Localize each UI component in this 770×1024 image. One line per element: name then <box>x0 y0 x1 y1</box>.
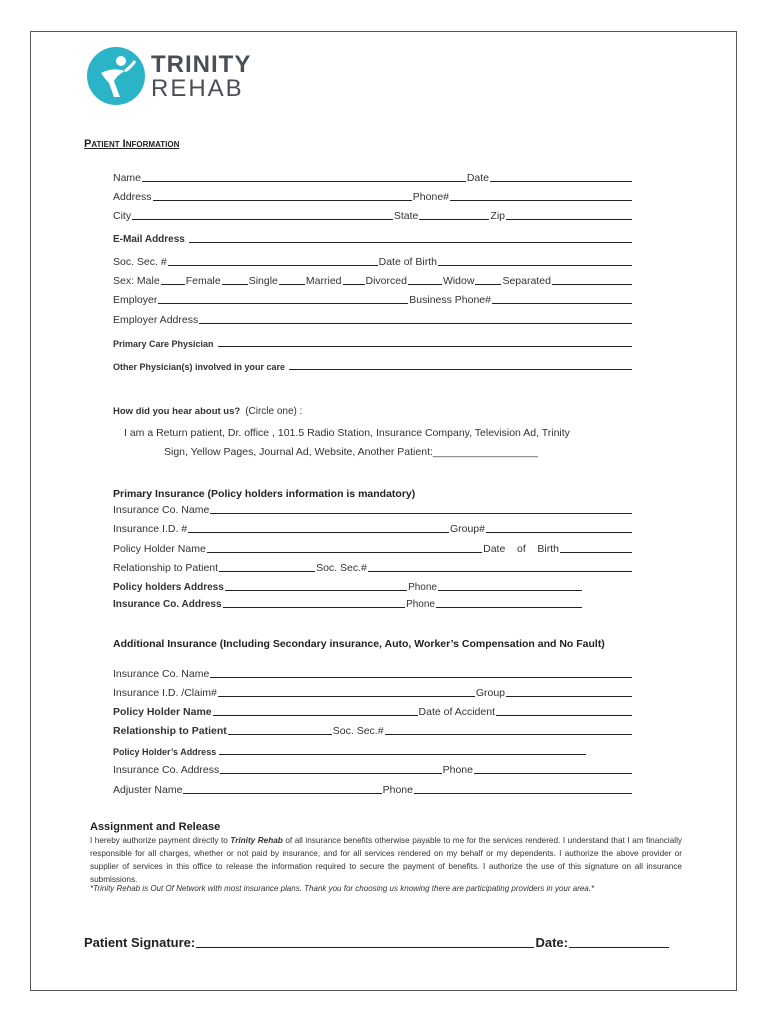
label-additional-holder-name: Policy Holder Name <box>113 706 212 718</box>
primary-relationship-field[interactable] <box>219 571 315 572</box>
signature-row <box>84 932 670 950</box>
label-state: State <box>393 210 419 222</box>
network-note: *Trinity Rehab is Out Of Network with most insurance plans. Thank you for choosing us knowing there are participating providers in your area.* <box>90 884 595 893</box>
label-phone: Phone# <box>412 191 449 203</box>
row-primary-holder-name <box>113 541 633 555</box>
business-phone-field[interactable] <box>492 303 632 304</box>
section-title: Patient Information <box>84 138 180 150</box>
patient-signature-field[interactable] <box>196 947 534 948</box>
soc-sec-field[interactable] <box>168 265 378 266</box>
label-separated: Separated <box>502 275 551 287</box>
zip-field[interactable] <box>506 219 632 220</box>
referral-options-line2: Sign, Yellow Pages, Journal Ad, Website, Another Patient:__________________ <box>164 446 539 458</box>
label-widow: Widow <box>442 275 475 287</box>
row-additional-relationship <box>113 723 633 737</box>
logo-text-trinity: TRINITY <box>151 51 252 78</box>
state-field[interactable] <box>419 219 489 220</box>
trinity-rehab-logo <box>87 47 287 109</box>
label-address: Address <box>113 191 152 203</box>
additional-holder-name-field[interactable] <box>213 715 418 716</box>
label-primary-co-name: Insurance Co. Name <box>113 504 210 516</box>
row-referral-question <box>113 403 633 417</box>
date-field[interactable] <box>490 181 632 182</box>
label-other-physician: Other Physician(s) involved in your care <box>113 362 286 372</box>
label-female: Female <box>185 275 221 287</box>
signature-date-field[interactable] <box>569 947 669 948</box>
label-primary-physician: Primary Care Physician <box>113 339 214 349</box>
additional-holders-address-field[interactable] <box>219 754 586 755</box>
assignment-body <box>90 834 682 886</box>
label-primary-relationship: Relationship to Patient <box>113 562 219 574</box>
logo-text-rehab: REHAB <box>151 75 244 102</box>
primary-co-name-field[interactable] <box>210 513 632 514</box>
label-dob: Date of Birth <box>378 256 437 268</box>
additional-group-field[interactable] <box>506 696 632 697</box>
primary-holders-phone-field[interactable] <box>438 590 582 591</box>
label-date: Date <box>466 172 489 184</box>
referral-options-line1: I am a Return patient, Dr. office , 101.5 Radio Station, Insurance Company, Television Ad, Trinity <box>124 427 570 439</box>
male-field[interactable] <box>161 284 185 285</box>
label-additional-co-name: Insurance Co. Name <box>113 668 210 680</box>
row-additional-co-address <box>113 762 633 776</box>
label-primary-holders-address: Policy holders Address <box>113 582 224 593</box>
label-name: Name <box>113 172 142 184</box>
assignment-brand-name: Trinity Rehab <box>230 836 283 845</box>
primary-physician-field[interactable] <box>218 346 632 347</box>
label-adjuster: Adjuster Name <box>113 784 183 796</box>
row-additional-co-name <box>113 666 633 680</box>
label-married: Married <box>305 275 342 287</box>
label-employer-address: Employer Address <box>113 314 199 326</box>
row-primary-holders-address <box>113 579 583 593</box>
label-sex-male: Sex: Male <box>113 275 160 287</box>
label-soc-sec: Soc. Sec. # <box>113 256 167 268</box>
label-signature-date: Date: <box>535 935 568 950</box>
label-primary-co-address: Insurance Co. Address <box>113 599 222 610</box>
widow-field[interactable] <box>475 284 501 285</box>
additional-date-accident-field[interactable] <box>496 715 632 716</box>
label-primary-co-phone: Phone <box>406 599 435 610</box>
primary-insurance-heading: Primary Insurance (Policy holders information is mandatory) <box>113 488 416 500</box>
name-field[interactable] <box>142 181 466 182</box>
row-primary-co-address <box>113 596 583 610</box>
additional-phone-field[interactable] <box>474 773 632 774</box>
phone-field[interactable] <box>450 200 632 201</box>
label-additional-phone: Phone <box>442 764 473 776</box>
married-field[interactable] <box>343 284 365 285</box>
row-employer <box>113 292 633 306</box>
logo-figure-icon <box>87 47 145 105</box>
adjuster-field[interactable] <box>183 793 381 794</box>
referral-circle-instruction: (Circle one) : <box>245 406 303 417</box>
row-primary-relationship <box>113 560 633 574</box>
dob-field[interactable] <box>438 265 632 266</box>
row-adjuster <box>113 782 633 796</box>
divorced-field[interactable] <box>408 284 442 285</box>
additional-co-name-field[interactable] <box>210 677 632 678</box>
address-field[interactable] <box>153 200 412 201</box>
additional-soc-sec-field[interactable] <box>385 734 632 735</box>
primary-holder-name-field[interactable] <box>207 552 482 553</box>
label-primary-soc-sec: Soc. Sec.# <box>316 562 367 574</box>
primary-group-field[interactable] <box>486 532 632 533</box>
label-additional-soc-sec: Soc. Sec.# <box>332 725 384 737</box>
assignment-text-2: of all insurance benefits otherwise payable to me for the services rendered. I understand that I am financially responsible for all charges, whether or not paid by insurance, and for all services rendered on my behalf or my dependents. I authorize the above provider or supplier of services in this office to release the information required to secure the payment of benefits. I authorize the use of this signature on all insurance submissions. <box>90 836 682 884</box>
label-zip: Zip <box>490 210 505 222</box>
label-single: Single <box>248 275 278 287</box>
row-additional-id-group <box>113 685 633 699</box>
row-primary-co-name <box>113 502 633 516</box>
female-field[interactable] <box>222 284 248 285</box>
label-additional-date-accident: Date of Accident <box>418 706 495 718</box>
primary-co-phone-field[interactable] <box>436 607 582 608</box>
label-divorced: Divorced <box>365 275 407 287</box>
employer-field[interactable] <box>158 303 408 304</box>
primary-id-field[interactable] <box>188 532 449 533</box>
label-primary-group: Group# <box>449 523 485 535</box>
label-additional-relationship: Relationship to Patient <box>113 725 227 737</box>
primary-dob-field[interactable] <box>560 552 632 553</box>
label-adjuster-phone: Phone <box>382 784 413 796</box>
row-additional-holders-address <box>113 743 587 757</box>
label-email: E-Mail Address <box>113 234 185 245</box>
label-primary-id: Insurance I.D. # <box>113 523 188 535</box>
adjuster-phone-field[interactable] <box>414 793 632 794</box>
label-business-phone: Business Phone# <box>409 294 491 306</box>
assignment-title: Assignment and Release <box>90 821 221 833</box>
label-patient-signature: Patient Signature: <box>84 935 196 950</box>
primary-soc-sec-field[interactable] <box>368 571 632 572</box>
row-address-phone <box>113 189 633 203</box>
row-other-physician <box>113 358 633 372</box>
label-primary-holders-phone: Phone <box>408 582 437 593</box>
row-sex-status <box>113 273 633 287</box>
city-field[interactable] <box>132 219 393 220</box>
label-additional-id-claim: Insurance I.D. /Claim# <box>113 687 217 699</box>
label-primary-dob: Date of Birth <box>483 543 559 555</box>
other-physician-field[interactable] <box>289 369 632 370</box>
single-field[interactable] <box>279 284 305 285</box>
additional-id-claim-field[interactable] <box>218 696 475 697</box>
row-ssn-dob <box>113 254 633 268</box>
row-additional-holder-name <box>113 704 633 718</box>
primary-co-address-field[interactable] <box>223 607 406 608</box>
row-email <box>113 231 633 245</box>
label-additional-group: Group <box>475 687 505 699</box>
label-city: City <box>113 210 132 222</box>
assignment-text-1: I hereby authorize payment directly to <box>90 836 231 845</box>
row-primary-id-group <box>113 521 633 535</box>
label-additional-holders-address: Policy Holder’s Address <box>113 747 217 757</box>
additional-insurance-heading: Additional Insurance (Including Secondary insurance, Auto, Worker’s Compensation and No Fault) <box>113 638 605 650</box>
employer-address-field[interactable] <box>199 323 632 324</box>
additional-relationship-field[interactable] <box>228 734 332 735</box>
row-primary-physician <box>113 335 633 349</box>
additional-co-address-field[interactable] <box>220 773 441 774</box>
row-city-state-zip <box>113 208 633 222</box>
referral-question: How did you hear about us? <box>113 406 241 417</box>
label-employer: Employer <box>113 294 158 306</box>
primary-holders-address-field[interactable] <box>225 590 407 591</box>
row-employer-address <box>113 312 633 326</box>
separated-field[interactable] <box>552 284 632 285</box>
email-field[interactable] <box>189 242 632 243</box>
row-name-date <box>113 170 633 184</box>
label-primary-holder-name: Policy Holder Name <box>113 543 206 555</box>
label-additional-co-address: Insurance Co. Address <box>113 764 220 776</box>
